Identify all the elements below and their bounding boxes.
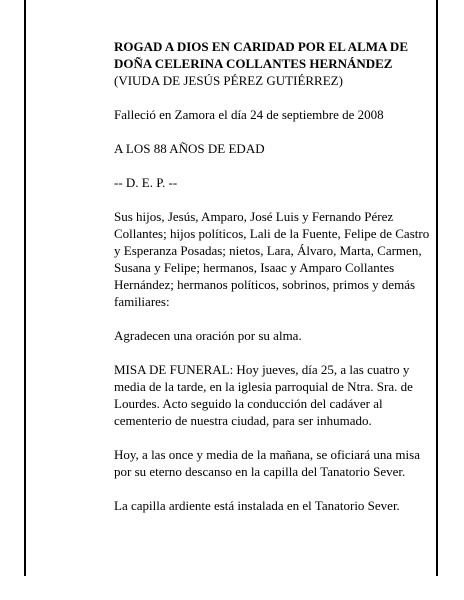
dep-paragraph: -- D. E. P. --: [114, 175, 178, 190]
death-date-paragraph: Falleció en Zamora el día 24 de septiembre de 2008: [114, 107, 384, 122]
family-paragraph: Sus hijos, Jesús, Amparo, José Luis y Fernando Pérez Collantes; hijos políticos, Lali de la Fuente, Felipe de Castro y Esperanza Posadas; nietos, Lara, Álvaro, Marta, Carmen, Susana y Felipe; hermanos, Isaac y Amparo Collantes Hernández; hermanos políticos, sobrinos, primos y demás familiares:: [114, 209, 430, 309]
morning-mass-paragraph: Hoy, a las once y media de la mañana, se oficiará una misa por su eterno descanso en la capilla del Tanatorio Sever.: [114, 447, 420, 479]
funeral-mass-paragraph: MISA DE FUNERAL: Hoy jueves, día 25, a las cuatro y media de la tarde, en la iglesia parroquial de Ntra. Sra. de Lourdes. Acto seguido la conducción del cadáver al cementerio de nuestra ciudad, para ser inhumado.: [114, 362, 413, 428]
thanks-paragraph: Agradecen una oración por su alma.: [114, 328, 302, 343]
heading-line-2: DOÑA CELERINA COLLANTES HERNÁNDEZ: [114, 56, 393, 71]
subheading: (VIUDA DE JESÚS PÉREZ GUTIÉRREZ): [114, 73, 343, 88]
heading-line-1: ROGAD A DIOS EN CARIDAD POR EL ALMA DE: [114, 39, 408, 54]
age-paragraph: A LOS 88 AÑOS DE EDAD: [114, 141, 265, 156]
obituary-body: [114, 38, 438, 531]
chapel-paragraph: La capilla ardiente está instalada en el Tanatorio Sever.: [114, 498, 400, 513]
